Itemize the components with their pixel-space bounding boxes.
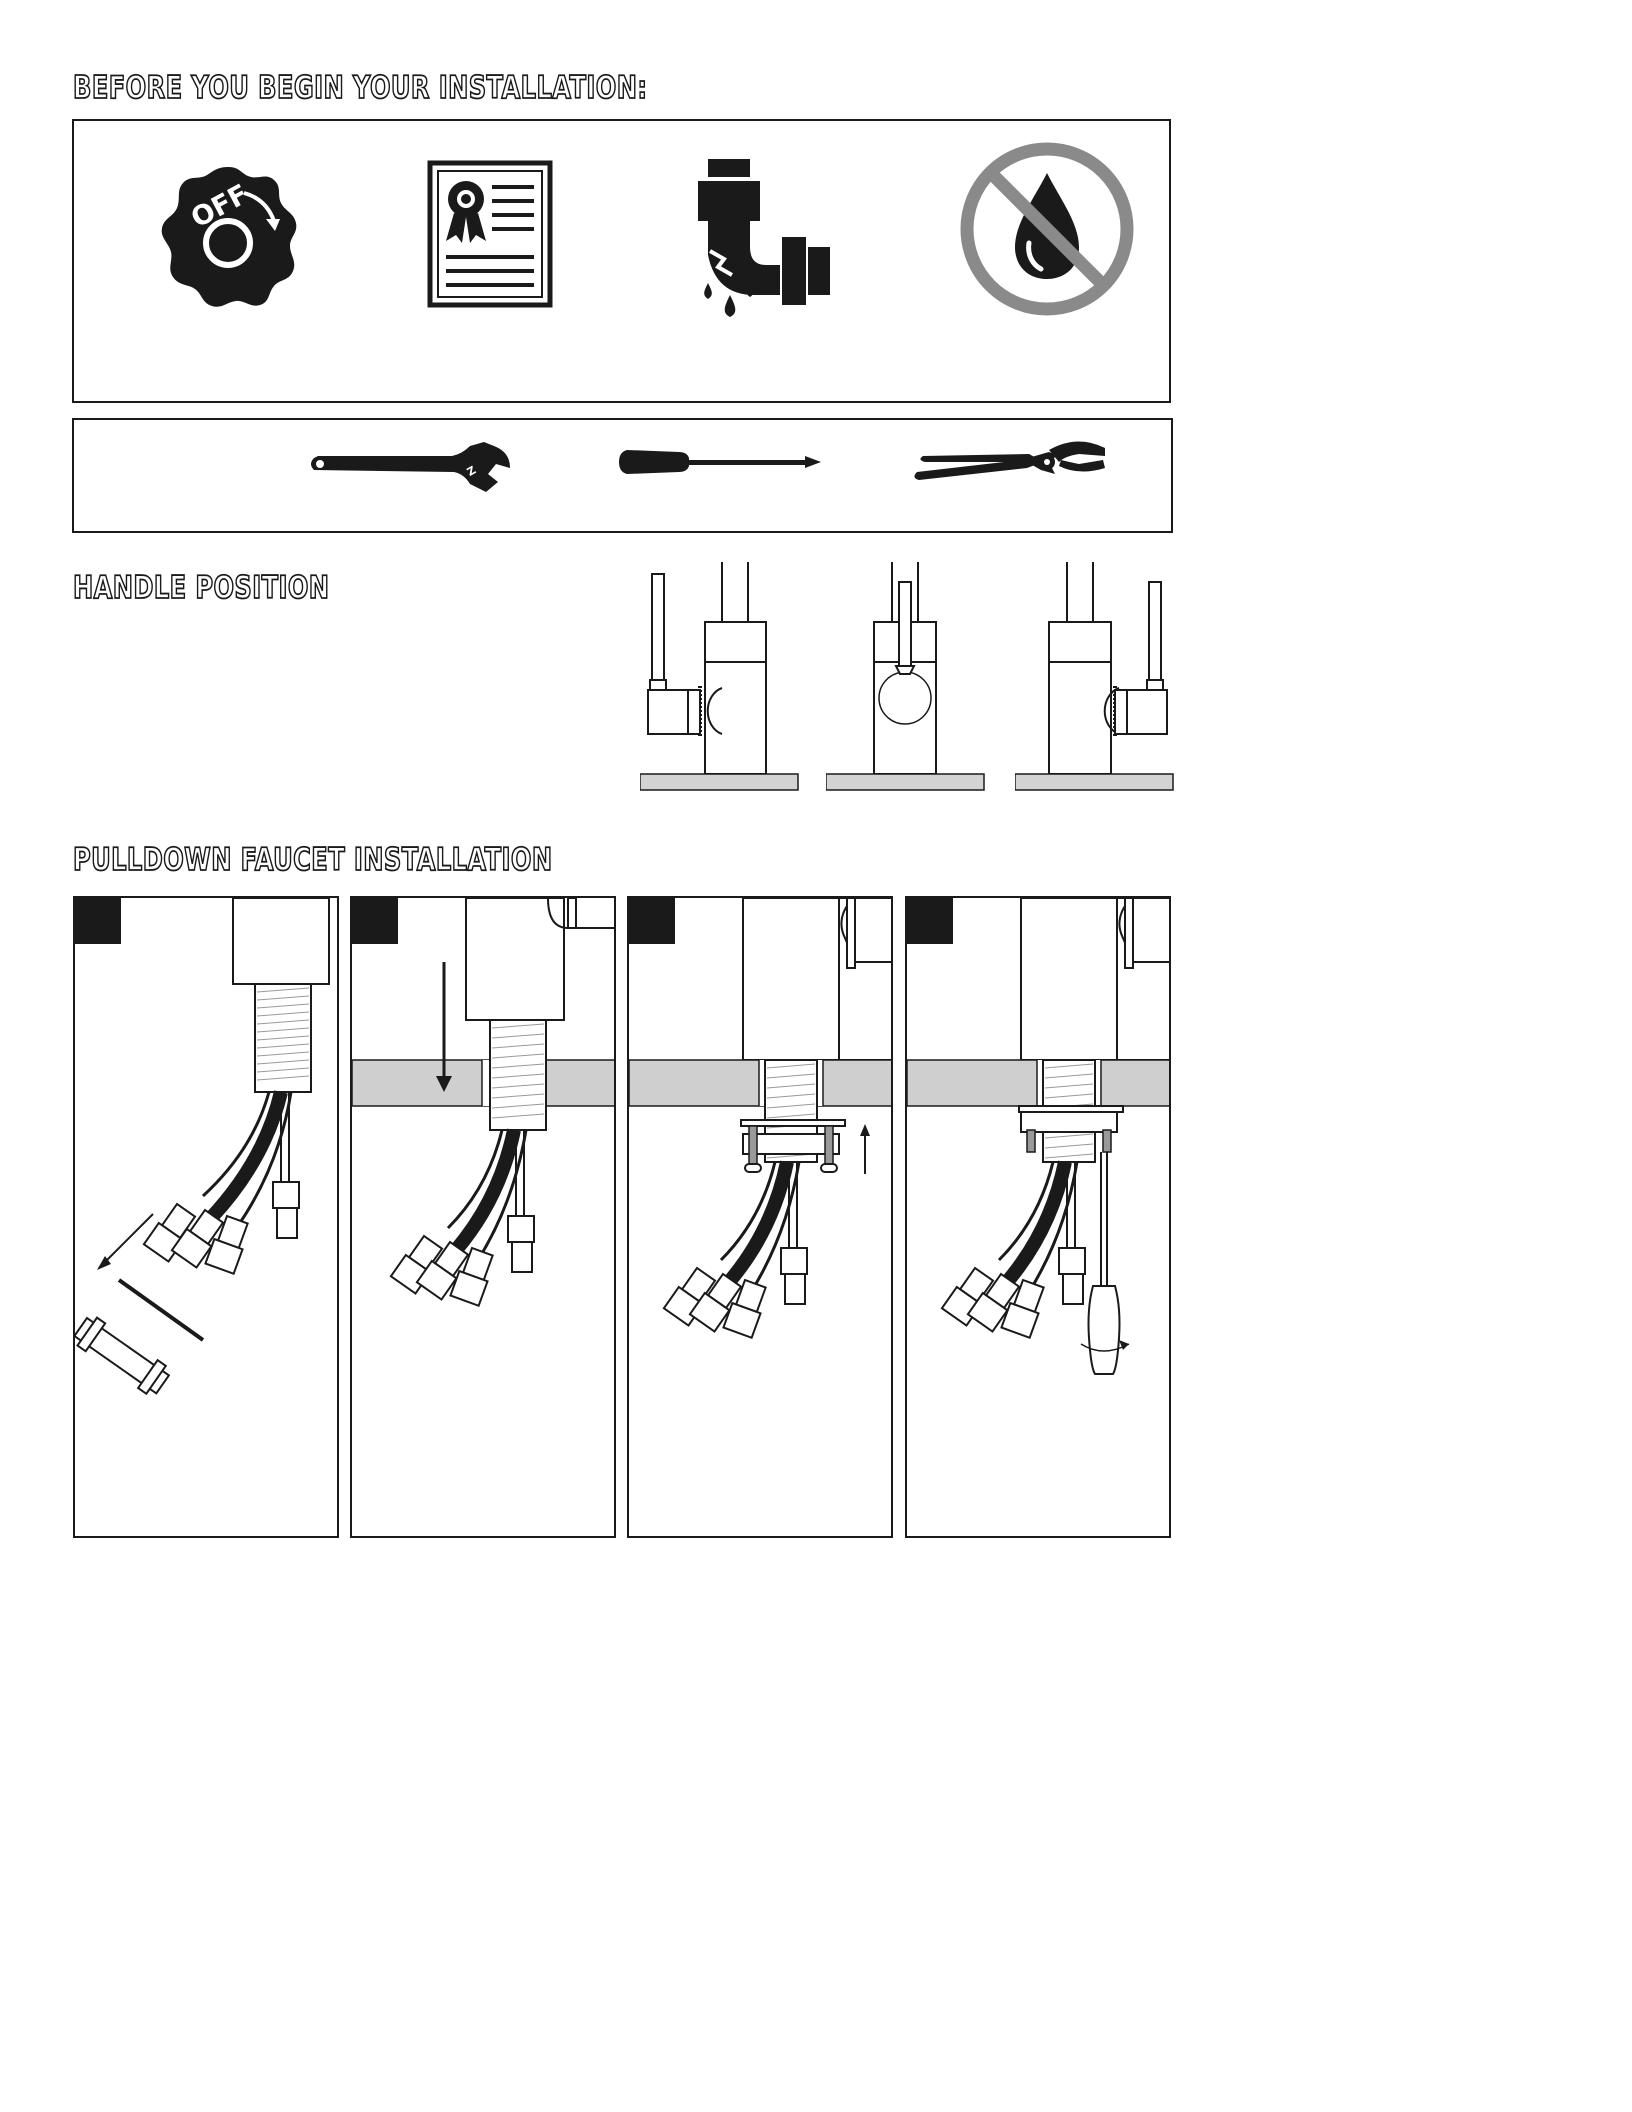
step-3-panel bbox=[627, 896, 893, 1538]
step-2-panel bbox=[350, 896, 616, 1538]
screwdriver-icon bbox=[619, 432, 829, 492]
handle-position-center bbox=[826, 562, 986, 792]
handle-position-left bbox=[640, 562, 800, 792]
channel-lock-pliers-icon bbox=[909, 432, 1139, 492]
handle-position-right bbox=[1015, 562, 1175, 792]
tools-box bbox=[72, 418, 1173, 533]
handle-position-heading: HANDLE POSITION bbox=[73, 570, 330, 606]
step-1-panel bbox=[73, 896, 339, 1538]
valve-off-label: OFF bbox=[186, 178, 254, 235]
code-certificate-icon bbox=[426, 159, 556, 309]
svg-text:Z: Z bbox=[464, 463, 479, 479]
pulldown-installation-heading: PULLDOWN FAUCET INSTALLATION bbox=[73, 842, 553, 878]
before-install-heading: BEFORE YOU BEGIN YOUR INSTALLATION: bbox=[73, 70, 648, 106]
no-leak-drop-icon bbox=[957, 139, 1137, 319]
water-off-valve-icon bbox=[156, 163, 302, 309]
step-4-panel bbox=[905, 896, 1171, 1538]
precautions-box bbox=[72, 119, 1171, 403]
adjustable-wrench-icon bbox=[304, 434, 514, 494]
leaking-pipe-icon bbox=[694, 155, 844, 325]
